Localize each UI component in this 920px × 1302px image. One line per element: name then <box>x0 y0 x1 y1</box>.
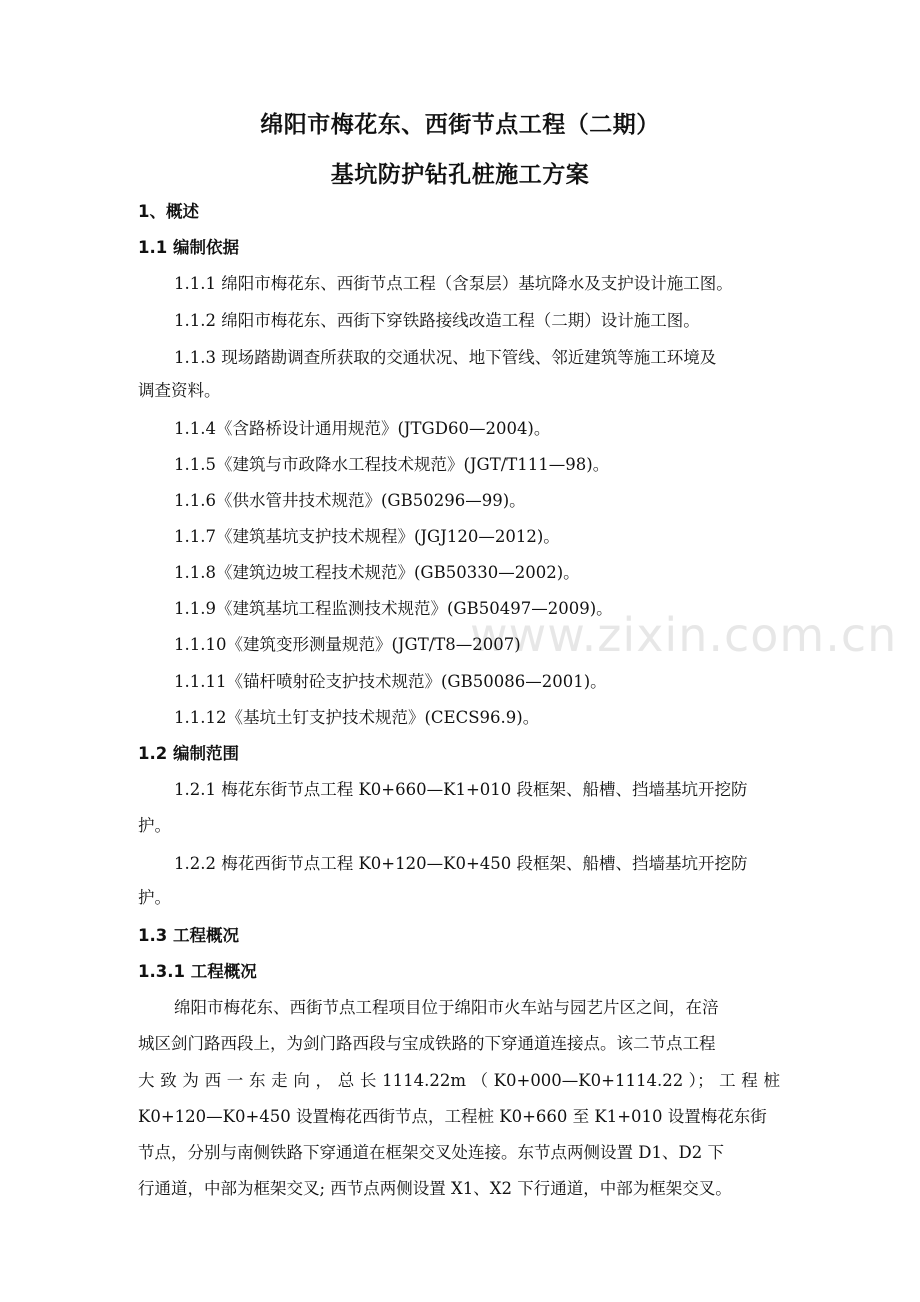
basis-item-3: 1.1.3 现场踏勘调查所获取的交通状况、地下管线、邻近建筑等施工环境及 <box>174 348 717 367</box>
scope-item-1: 1.2.1 梅花东街节点工程 K0+660—K1+010 段框架、船槽、挡墙基坑开挖防 <box>174 780 748 799</box>
overview-line-4: K0+120—K0+450 设置梅花西街节点，工程桩 K0+660 至 K1+010 设置梅花东街 <box>138 1107 767 1126</box>
basis-item-3-cont: 调查资料。 <box>138 381 221 400</box>
overview-line-2: 城区剑门路西段上，为剑门路西段与宝成铁路的下穿通道连接点。该二节点工程 <box>138 1034 716 1053</box>
document-subtitle: 基坑防护钻孔桩施工方案 <box>330 162 590 188</box>
scope-item-2-cont: 护。 <box>138 888 171 907</box>
scope-item-2: 1.2.2 梅花西街节点工程 K0+120—K0+450 段框架、船槽、挡墙基坑开挖防 <box>174 854 748 873</box>
section-heading-scope: 1.2 编制范围 <box>138 744 239 763</box>
basis-item-11: 1.1.11《锚杆喷射砼支护技术规范》(GB50086—2001)。 <box>174 672 607 691</box>
subsection-heading-project: 1.3.1 工程概况 <box>138 962 257 981</box>
basis-item-7: 1.1.7《建筑基坑支护技术规程》(JGJ120—2012)。 <box>174 527 560 546</box>
basis-item-5: 1.1.5《建筑与市政降水工程技术规范》(JGT/T111—98)。 <box>174 455 610 474</box>
overview-line-6: 行通道，中部为框架交叉; 西节点两侧设置 X1、X2 下行通道，中部为框架交叉。 <box>138 1179 732 1198</box>
overview-line-1: 绵阳市梅花东、西街节点工程项目位于绵阳市火车站与园艺片区之间，在涪 <box>174 998 719 1017</box>
basis-item-4: 1.1.4《含路桥设计通用规范》(JTGD60—2004)。 <box>174 419 551 438</box>
basis-item-1: 1.1.1 绵阳市梅花东、西街节点工程（含泵层）基坑降水及支护设计施工图。 <box>174 274 733 293</box>
section-heading-overview: 1、概述 <box>138 202 199 221</box>
basis-item-10: 1.1.10《建筑变形测量规范》(JGT/T8—2007) <box>174 635 521 654</box>
overview-line-3: 大 致 为 西 一 东 走 向 ， 总 长 1114.22m （ K0+000—K0+1114.22 ）； 工 程 桩 <box>138 1071 780 1090</box>
watermark-text: www.zixin.com.cn <box>470 608 898 662</box>
basis-item-6: 1.1.6《供水管井技术规范》(GB50296—99)。 <box>174 491 526 510</box>
document-title: 绵阳市梅花东、西街节点工程（二期） <box>260 112 660 138</box>
section-heading-project: 1.3 工程概况 <box>138 926 239 945</box>
overview-line-5: 节点，分别与南侧铁路下穿通道在框架交叉处连接。东节点两侧设置 D1、D2 下 <box>138 1143 724 1162</box>
basis-item-9: 1.1.9《建筑基坑工程监测技术规范》(GB50497—2009)。 <box>174 599 613 618</box>
basis-item-12: 1.1.12《基坑土钉支护技术规范》(CECS96.9)。 <box>174 708 540 727</box>
basis-item-2: 1.1.2 绵阳市梅花东、西街下穿铁路接线改造工程（二期）设计施工图。 <box>174 311 700 330</box>
section-heading-basis: 1.1 编制依据 <box>138 238 239 257</box>
scope-item-1-cont: 护。 <box>138 816 171 835</box>
basis-item-8: 1.1.8《建筑边坡工程技术规范》(GB50330—2002)。 <box>174 563 580 582</box>
